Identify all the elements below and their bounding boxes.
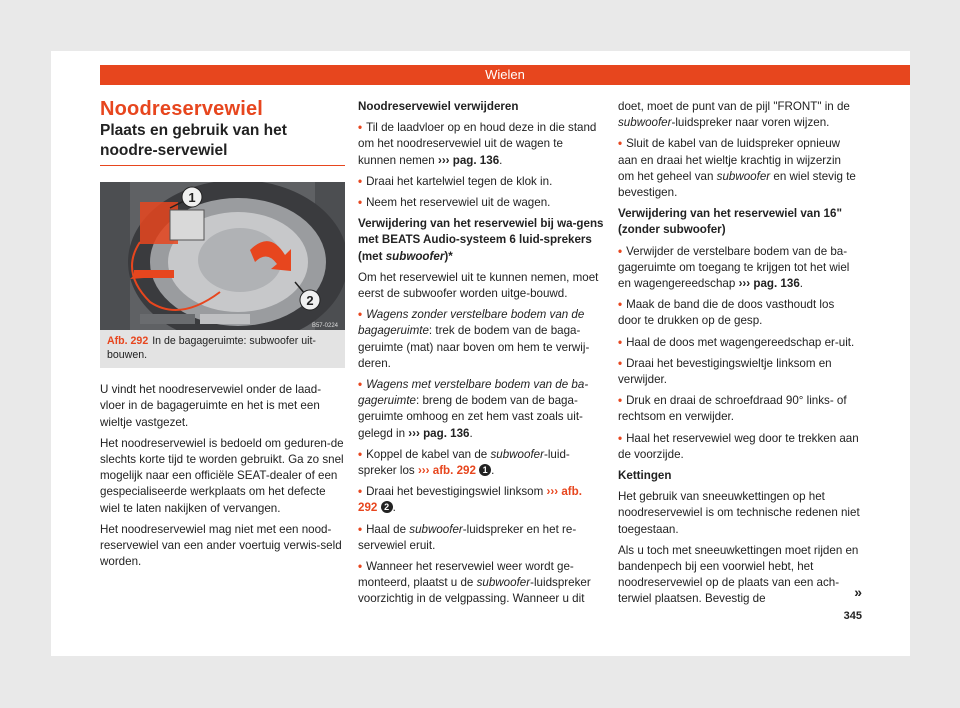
- list-item: • Draai het bevestigingswiel linksom ››› afb. 292 2 .: [358, 484, 604, 516]
- list-item-text: Draai het bevestigingswiel linksom: [366, 485, 544, 499]
- figure-callout-1: 1: [188, 190, 196, 206]
- list-item: • Koppel de kabel van de subwoofer-luid-spreker los ››› afb. 292 1 .: [358, 447, 604, 479]
- section-header: Wielen: [100, 65, 910, 85]
- list-item: [358, 307, 604, 372]
- list-item-text: Wanneer het reservewiel weer wordt ge-monteerd, plaatst u de: [358, 560, 574, 590]
- list-item-italic: Wagens met verstelbare bodem van de ba-gageruimte: [358, 378, 589, 408]
- paragraph-text: doet, moet de punt van de pijl "FRONT" in de: [618, 100, 850, 113]
- heading-end: )*: [444, 249, 453, 263]
- list-item-text: : trek de bodem van de baga-geruimte (mat) naar boven om hem te verwij-deren.: [358, 324, 590, 370]
- list-item: • Wagens met verstelbare bodem van de ba-gageruimte: breng de bodem van de baga-geruimte omhoog en zet hem vast zoals uit-gelegd in ››› pag. 136.: [358, 377, 604, 442]
- list-item-italic: subwoofer: [716, 169, 771, 183]
- list-item-text: Draai het kartelwiel tegen de klok in.: [366, 174, 553, 188]
- section-heading: [358, 216, 604, 265]
- list-item-italic: subwoofer: [409, 522, 463, 536]
- section-subtitle: Plaats en gebruik van het noodre-servewiel: [100, 121, 345, 166]
- list-item: [358, 522, 604, 554]
- list-item-text: -luidspreker en het re-servewiel eruit.: [358, 522, 577, 552]
- page-reference-link[interactable]: ››› pag. 136: [408, 426, 470, 440]
- section-heading: Kettingen: [618, 469, 672, 483]
- list-item: [618, 136, 860, 201]
- page-reference-link[interactable]: ››› pag. 136: [738, 277, 800, 291]
- column-1: [100, 99, 345, 575]
- list-item: • Haal de doos met wagengereedschap er-uit.: [618, 335, 860, 351]
- list-item: [358, 174, 604, 190]
- section-heading: Verwijdering van het reservewiel van 16" (zonder subwoofer): [618, 207, 842, 237]
- paragraph: [618, 99, 860, 131]
- list-item-text: Sluit de kabel van de luidspreker opnieuw aan en draai het wieltje krachtig in wijzerzin om het geheel van: [618, 137, 841, 183]
- list-item-text: -luidspreker voorzichtig in de velgpassing. Wanneer u dit: [358, 576, 591, 606]
- heading-text: Verwijdering van het reservewiel bij wa-gens met BEATS Audio-systeem 6 luid-sprekers (met: [358, 217, 604, 263]
- list-item-text: Til de laadvloer op en houd deze in die stand om het noodreservewiel uit de wagen te kunnen nemen: [358, 121, 597, 167]
- list-item-italic: Wagens zonder verstelbare bodem van de bagageruimte: [358, 308, 585, 338]
- list-item: • Maak de band die de doos vasthoudt los door te drukken op de gesp.: [618, 297, 860, 329]
- column-2: [358, 99, 604, 613]
- page: [51, 51, 910, 656]
- continue-mark: »: [854, 584, 862, 600]
- callout-number: 2: [381, 501, 393, 513]
- list-item-text: Verwijder de verstelbare bodem van de ba-gageruimte om toegang te krijgen tot het wiel en wagengereedschap: [618, 244, 850, 291]
- list-item: • Haal het reservewiel weg door te trekken aan de voorzijde.: [618, 431, 860, 463]
- list-item: [358, 195, 604, 211]
- list-item-text: en wiel stevig te bevestigen.: [618, 169, 856, 200]
- figure-reference-link[interactable]: ››› afb. 292: [417, 464, 476, 478]
- page-title: Noodreservewiel: [100, 98, 264, 120]
- list-item-italic: subwoofer: [476, 576, 531, 590]
- paragraph-italic: subwoofer: [618, 116, 672, 130]
- figure-reference-link[interactable]: ››› afb. 292: [358, 485, 582, 515]
- column-3: [618, 99, 860, 613]
- figure-image: [100, 182, 345, 330]
- list-item: • Til de laadvloer op en houd deze in die stand om het noodreservewiel uit de wagen te kunnen nemen ››› pag. 136.: [358, 120, 604, 169]
- spare-wheel-illustration: [100, 182, 345, 330]
- section-heading: Noodreservewiel verwijderen: [358, 100, 519, 113]
- list-item-text: Koppel de kabel van de: [366, 447, 488, 461]
- figure-label: Afb. 292: [107, 335, 149, 348]
- paragraph: Als u toch met sneeuwkettingen moet rijden en bandenpech bij een voorwiel hebt, het noodreservewiel op de plaats van een ach-terwiel plaatsen. Bevestig de: [618, 543, 859, 606]
- paragraph: Om het reservewiel uit te kunnen nemen, moet eerst de subwoofer worden uitge-bouwd.: [358, 270, 599, 301]
- list-item-text: -luid-spreker los: [358, 447, 570, 478]
- list-item-italic: subwoofer: [490, 447, 544, 461]
- figure-caption: [100, 330, 345, 368]
- page-number: 345: [843, 610, 862, 622]
- list-item: • Druk en draai de schroefdraad 90° links- of rechtsom en verwijder.: [618, 393, 860, 425]
- heading-italic: subwoofer: [385, 249, 445, 263]
- figure-callout-2: 2: [306, 293, 314, 309]
- figure-caption-text: In de bagageruimte: subwoofer uit-bouwen.: [107, 335, 316, 362]
- page-reference-link[interactable]: ››› pag. 136: [437, 153, 500, 167]
- paragraph: Het noodreservewiel mag niet met een nood-reservewiel van een ander voertuig verwis-seld worden.: [100, 522, 342, 569]
- figure-code: B57-0224: [311, 323, 338, 330]
- paragraph: U vindt het noodreservewiel onder de laad-vloer in de bagageruimte en het is met een wieltje vastgezet.: [100, 383, 322, 429]
- list-item: • Draai het bevestigingswieltje linksom en verwijder.: [618, 356, 860, 388]
- list-item-text: Haal de: [366, 522, 407, 536]
- paragraph: Het noodreservewiel is bedoeld om geduren-de slechts korte tijd te worden gebruikt. Ga zo snel mogelijk naar een officiële SEAT-dealer of een gespecialiseerde werkplaats om het defecte wiel te laten nakijken of vervangen.: [100, 436, 344, 515]
- list-item-text: Neem het reservewiel uit de wagen.: [366, 196, 551, 210]
- list-item-text: : breng de bodem van de baga-geruimte omhoog en zet hem vast zoals uit-gelegd in: [358, 394, 583, 440]
- callout-number: 1: [479, 464, 491, 476]
- list-item: [358, 559, 604, 608]
- paragraph: Het gebruik van sneeuwkettingen op het noodreservewiel is om technische redenen niet toegestaan.: [618, 490, 860, 536]
- paragraph-text: -luidspreker naar voren wijzen.: [671, 116, 830, 130]
- list-item: • Verwijder de verstelbare bodem van de ba-gageruimte om toegang te krijgen tot het wiel en wagengereedschap ››› pag. 136.: [618, 244, 860, 293]
